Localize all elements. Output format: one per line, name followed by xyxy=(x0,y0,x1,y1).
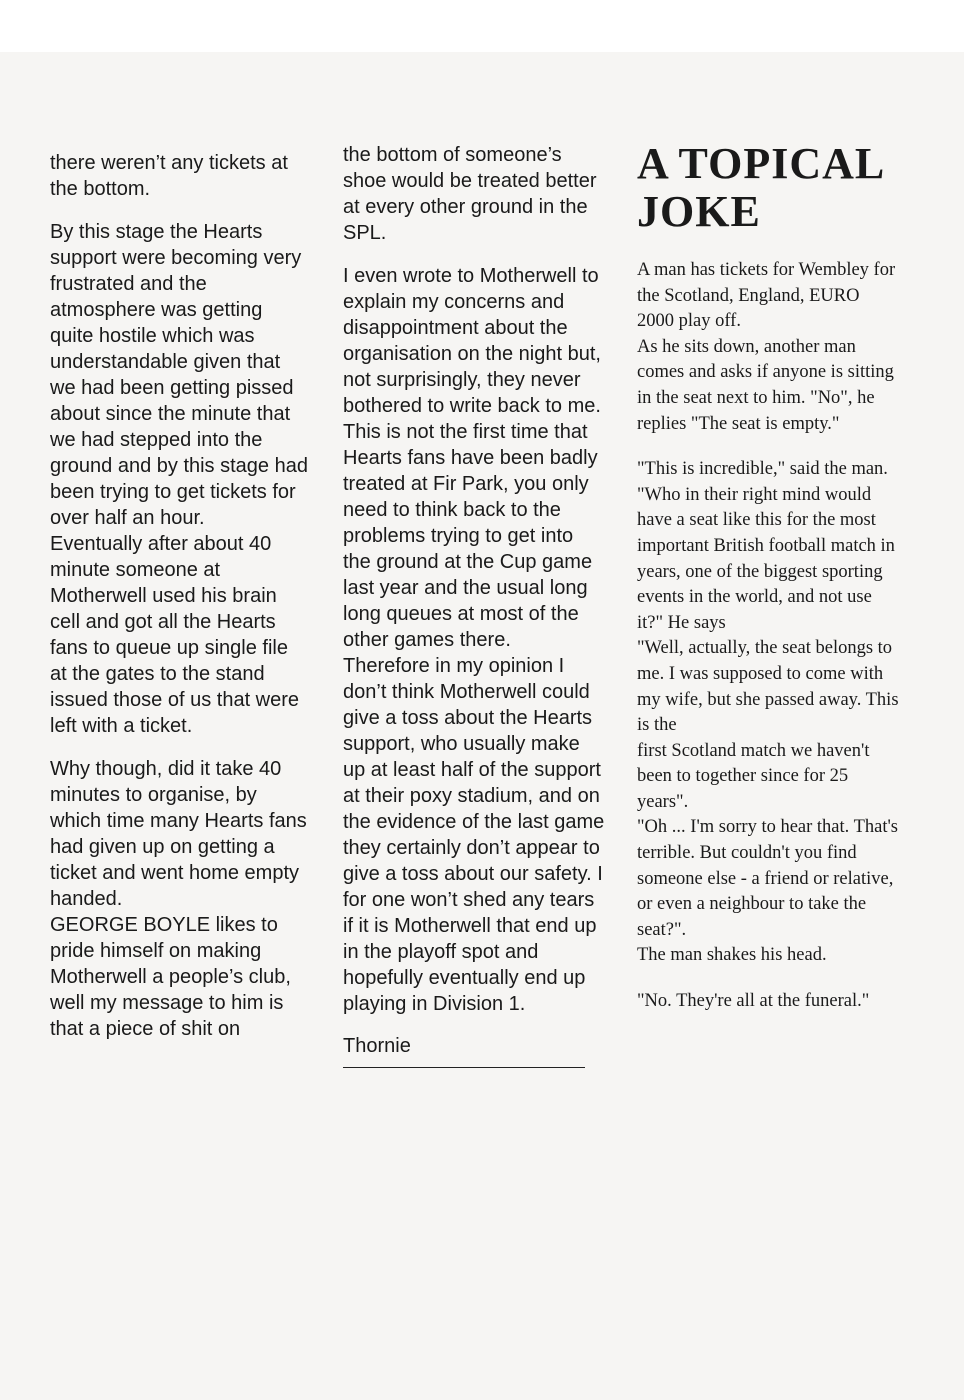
paragraph: the bottom of someone’s shoe would be treated better at every other ground in the SPL. xyxy=(343,144,597,244)
joke-title-line-2: JOKE xyxy=(637,187,761,236)
joke-column xyxy=(637,140,899,1015)
paragraph: Therefore in my opinion I don’t think Motherwell could give a toss about the Hearts support, who usually make up at least half of the support at their poxy stadium, and on the evidence of the last game they certainly don’t appear to give a toss about our safety. I for one won’t shed any tears if it is Motherwell that end up in the playoff spot and hopefully eventually end up playing in Division 1. xyxy=(343,655,605,1015)
paragraph: GEORGE BOYLE likes to pride himself on making Motherwell a people’s club, well my message to him is that a piece of shit on xyxy=(50,914,291,1040)
joke-paragraph: "Oh ... I'm sorry to hear that. That's terrible. But couldn't you find someone else - a friend or relative, or even a neighbour to take the seat?". xyxy=(637,817,899,940)
joke-title-line-1: A TOPICAL xyxy=(637,139,886,188)
joke-paragraph: A man has tickets for Wembley for the Scotland, England, EURO 2000 play off. xyxy=(637,260,896,332)
signature-line xyxy=(343,1067,585,1068)
joke-title xyxy=(637,140,899,236)
scan-top-margin xyxy=(0,0,964,52)
article-column-1 xyxy=(50,150,310,1042)
joke-paragraph: The man shakes his head. xyxy=(637,945,827,966)
joke-paragraph: first Scotland match we haven't been to together since for 25 years". xyxy=(637,740,870,812)
paragraph: there weren’t any tickets at the bottom. xyxy=(50,152,288,200)
joke-paragraph: "No. They're all at the funeral." xyxy=(637,991,870,1012)
joke-paragraph: As he sits down, another man comes and asks if anyone is sitting in the seat next to him. "No", he replies "The seat is empty." xyxy=(637,336,894,434)
joke-paragraph: "This is incredible," said the man. "Who in their right mind would have a seat like this for the most important British football match in years, one of the biggest sporting events in the world, and not use it?" He says xyxy=(637,459,895,633)
joke-paragraph: "Well, actually, the seat belongs to me. I was supposed to come with my wife, but she passed away. This is the xyxy=(637,638,899,736)
article-column-2 xyxy=(343,142,605,1068)
paragraph: By this stage the Hearts support were becoming very frustrated and the atmosphere was getting quite hostile which was understandable given that we had been getting pissed about since the minute that we had stepped into the ground and by this stage had been trying to get tickets for over half an hour. xyxy=(50,221,308,529)
article-author: Thornie xyxy=(343,1035,411,1057)
paragraph: Eventually after about 40 minute someone at Motherwell used his brain cell and got all the Hearts fans to queue up single file at the gates to the stand issued those of us that were left with a ticket. xyxy=(50,533,300,737)
paragraph: Why though, did it take 40 minutes to organise, by which time many Hearts fans had given up on getting a ticket and went home empty handed. xyxy=(50,758,307,910)
joke-text xyxy=(637,258,899,1015)
paragraph: I even wrote to Motherwell to explain my concerns and disappointment about the organisation on the night but, not surprisingly, they never bothered to write back to me. This is not the first time that Hearts fans have been badly treated at Fir Park, you only need to think back to the problems trying to get into the ground at the Cup game last year and the usual long long queues at most of the other games there. xyxy=(343,265,601,651)
